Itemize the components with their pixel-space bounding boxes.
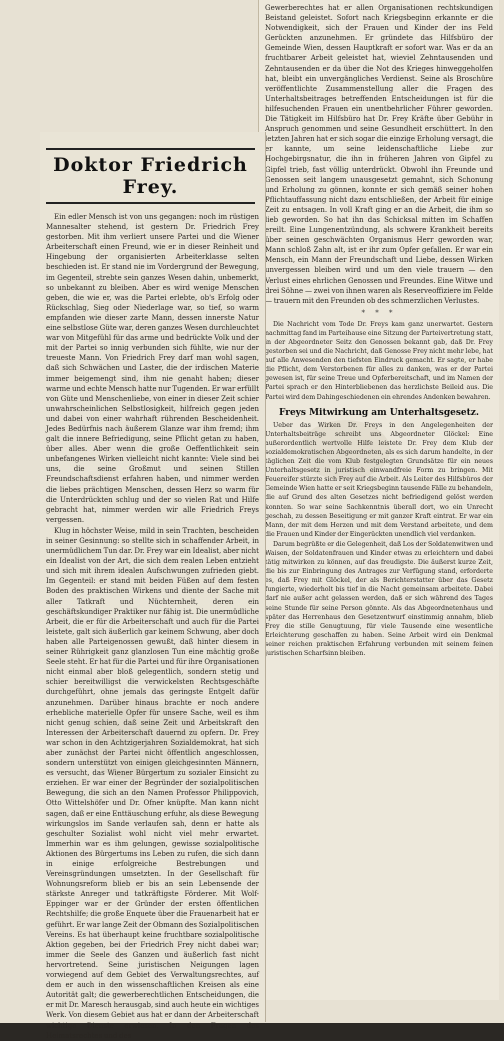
- party-notice-paragraph: Die Nachricht vom Tode Dr. Freys kam ganz unerwartet. Gestern nachmittag fand im Parteihause eine Sitzung der Parteivertretung statt, in der Abgeordneter Seitz den Genossen bekannt gab, daß Dr. Frey gestorben sei und die Nachricht, daß Genosse Frey nicht mehr lebe, hat auf alle Anwesenden den tiefsten Eindruck gemacht. Er sagte, er habe die Pflicht, dem Verstorbenen für alles zu danken, was er der Partei gewesen ist, für seine Treue und Opferbereitschaft, und im Namen der Partei sprach er den Hinterbliebenen das herzlichste Beileid aus. Die Partei wird dem Dahingeschiedenen ein ehrendes Andenken bewahren.: [265, 320, 493, 401]
- left-paragraph-2: Klug in höchster Weise, mild in sein Trachten, bescheiden in seiner Gesinnung: so stellte sich in schaffender Arbeit, in unermüdlichem Tun dar. Dr. Frey war ein Idealist, aber nicht ein Idealist von der Art, die sich dem realen Leben entzieht und sich mit ihrem idealen Aufschwungen zufrieden giebt. Im Gegenteil: er stand mit beiden Füßen auf dem festen Boden des praktischen Wirkens und diente der Sache mit aller Tatkraft und Nüchternheit, deren ein geschäftskundiger Praktiker nur fähig ist. Die unermüdliche Arbeit, die er für die Arbeiterschaft und auch für die Partei leistete, galt sich äußerlich gar keinem Schwung, aber doch haben alle Parteigenossen gewußt, daß hinter diesem in seiner Rührigkeit ganz glanzlosen Tun eine mächtig große Seele steht. Er hat für die Partei und für ihre Organisationen nicht einmal aber bloß gelegentlich, sondern stetig und schier bereitwilligst die verwickelsten Rechtsgeschäfte durchgeführt, ohne jemals das geringste Entgelt dafür anzunehmen. Darüber hinaus brachte er noch andere erhebliche materielle Opfer für unsere Sache, weil es ihm nicht genug schien, daß seine Zeit und Arbeitskraft den Interessen der Arbeiterschaft dauernd zu opfern. Dr. Frey war schon in den Achtzigerjahren Sozialdemokrat, hat sich aber zunächst der Partei nicht öffentlich angeschlossen, sondern unterstützt von einigen gleichgesinnten Männern, es versucht, das Wiener Bürgertum zu sozialer Einsicht zu erziehen. Er war einer der Begründer der sozialpolitischen Bewegung, die sich an den Namen Professor Philippovich, Otto Wittelshöfer und Dr. Ofner knüpfte. Man kann nicht sagen, daß er eine Enttäuschung erfuhr, als diese Bewegung wirkungslos im Sande verlaufen sah, denn er hatte als geschulter Sozialist wohl nicht viel mehr erwartet. Immerhin war es ihm gelungen, gewisse sozialpolitische Aktionen des Bürgertums ins Leben zu rufen, die sich dann in einige erfolgreiche Bestrebungen und Vereinsgründungen umsetzten. In der Gesellschaft für Wohnungsreform blieb er bis an sein Lebensende der stärkste Anreger und tatkräftigste Förderer. Mit Wolf-Eppinger war er der Gründer der ersten öffentlichen Rechtshilfe; die große Enquete über die Frauenarbeit hat er geführt. Er war lange Zeit der Obmann des Sozialpolitischen Vereins. Es hat überhaupt keine fruchtbare sozialpolitische Aktion gegeben, bei der Friedrich Frey nicht dabei war; immer die Seele des Ganzen und äußerlich fast nicht hervortretend. Seine juristischen Neigungen lagen vorwiegend auf dem Gebiet des Verwaltungsrechtes, auf dem er auch in den wissenschaftlichen Kreisen als eine Autorität galt; die gewerberechtlichen Entscheidungen, die er mit Dr. Maresch herausgab, sind auch heute ein wichtiges Werk. Von diesem Gebiet aus hat er dann der Arbeiterschaft wichtige Dienste erwiesen. In den Fragen des Heimatsrechtes und des: [46, 526, 259, 1040]
- section-paragraph-2: Darum begrüßte er die Gelegenheit, daß Los der Soldatenwitwen und Waisen, der Soldatenfrauen und Kinder etwas zu erleichtern und dabei tätig mitwirken zu können, auf das freudigste. Die äußerst kurze Zeit, die bis zur Einbringung des Antrages zur Verfügung stand, erforderte es, daß Frey mit Glöckel, der als Berichterstatter über das Gesetz fungierte, wiederholt bis tief in die Nacht gemeinsam arbeitete. Dabei darf nie außer acht gelassen werden, daß er sich während des Tages seine Stunde für seine Person gönnte. Als das Abgeordnetenhaus und später das Herrenhaus den Gesetzentwurf einstimmig annahm, blieb Frey die stille Genugtuung, für viele Tausende eine wesentliche Erleichterung geschaffen zu haben. Seine Arbeit wird ein Denkmal seiner reichen praktischen Erfahrung verbunden mit seinem feinen juristischen Scharfsinn bleiben.: [265, 540, 493, 657]
- left-column-text: [40, 212, 265, 1041]
- right-column-text: [259, 0, 499, 658]
- section-separator: * * *: [361, 308, 397, 317]
- left-column-strip: [40, 132, 265, 1040]
- article-title: Doktor Friedrich Frey.: [53, 154, 248, 198]
- section-paragraph-1: Ueber das Wirken Dr. Freys in den Angelegenheiten der Unterhaltsbeiträge schreibt uns Abgeordneter Glöckel: Eine außerordentlich wertvolle Hilfe leistete Dr. Frey dem Klub der sozialdemokratischen Abgeordneten, als es sich darum handelte, in der täglichen Zeit die vom Klub festgelegten Grundsätze für ein neues Unterhaltsgesetz in juristisch einwandfreie Form zu bringen. Mit Feuereifer stürzte sich Frey auf die Arbeit. Als Leiter des Hilfsbüros der Gemeinde Wien hatte er seit Kriegsbeginn tausende Fälle zu behandeln, die auf Grund des alten Gesetzes nicht befriedigend gelöst werden konnten. So war seine Sachkenntnis überall dort, wo ein Unrecht geschah, zu dessen Beseitigung er mit ganzer Kraft eintrat. Er war ein Mann, der mit dem Herzen und mit dem Verstand arbeitete, und dem die Frauen und Kinder der Eingerückten unendlich viel verdanken.: [265, 421, 493, 538]
- left-paragraph-1: Ein edler Mensch ist von uns gegangen: noch im rüstigen Mannesalter stehend, ist gestern Dr. Friedrich Frey gestorben. Mit ihm verliert unsere Partei und die Wiener Arbeiterschaft einen Freund, wie er in dieser Reinheit und Hingebung der organisierten Arbeiterklasse selten beschieden ist. Er stand nie im Vordergrund der Bewegung, im Gegenteil, strebte sein ganzes Wesen dahin, unbemerkt, so unbekannt zu bleiben. Aber es wird wenige Menschen geben, die wie er, was die Partei erlebte, ob's Erfolg oder Rückschlag, Sieg oder Niederlage war, so tief, so warm empfanden wie dieser zarte Mann, dessen innerste Natur eine selbstlose Güte war, deren ganzes Wesen durchleuchtet war von Mitgefühl für das arme und bedrückte Volk und der mit der Partei so innig verbunden sich fühlte, wie nur der treueste Mann. Von Friedrich Frey darf man wohl sagen, daß sich Schwächen und Laster, die der irdischen Materie immer beigemengt sind, ihm nie genaht haben; dieser warme und echte Mensch hatte nur Tugenden. Er war erfüllt von Güte und Menschenliebe, von einer in dieser Zeit schier unwahrscheinlichen Selbstlosigkeit, hilfreich gegen jeden und dabei von einer wahrhaft rührenden Bescheidenheit. Jedes Bedürfnis nach äußerem Glanze war ihm fremd; ihm galt die innere Befriedigung, seine Pflicht getan zu haben, über alles. Aber wenn die große Oeffentlichkeit sein unbefangenes Wirken vielleicht nicht kannte: Viele sind bei uns, die seine Großmut und seinen Stillen Freundschaftsdienst erfahren haben, und nimmer werden die liebes prächtigen Menschen, dessen Herz so warm für die Unterdrückten schlug und der so vielen Rat und Hilfe gebracht hat, nimmer werden wir alle Friedrich Freys vergessen.: [46, 213, 260, 524]
- right-column-strip: [259, 0, 499, 1000]
- article-title-box: [46, 148, 255, 204]
- right-top-paragraph: Gewerberechtes hat er allen Organisationen rechtskundigen Beistand geleistet. Sofort nach Kriegsbeginn erkannte er die Notwendigkeit, sich der Frauen und Kinder der ins Feld Gerückten anzunehmen. Er gründete das Hilfsbüro der Gemeinde Wien, dessen Hauptkraft er sofort war. Was er da an fruchtbarer Arbeit geleistet hat, wieviel Zehntausenden und Zehntausenden er da über die Not des Krieges hinweggeholfen hat, bleibt ein unvergängliches Verdienst. Seine als Broschüre veröffentlichte Zusammenstellung aller die Fragen des Unterhaltsbeitrages betreffenden Entscheidungen ist für die hilfesuchenden Frauen ein unentbehrlicher Führer geworden. Die Tätigkeit im Hilfsbüro hat Dr. Frey Kräfte über Gebühr in Anspruch genommen und seine Gesundheit erschüttert. In den letzten Jahren hat er sich sogar die einzige Erholung versagt, die er kannte, um seine leidenschaftliche Liebe zur Hochgebirgsnatur, die ihn in früheren Jahren von Gipfel zu Gipfel trieb, fast völlig unterdrückt. Obwohl ihn Freunde und Genossen seit langem unausgesetzt gemahnt, sich Schonung und Erholung zu gönnen, konnte er sich gemäß seiner hohen Pflichtauffassung nicht dazu entschließen, der Arbeit für einige Zeit zu entsagen. In voll Kraft ging er an die Arbeit, die ihm so lieb geworden. So hat ihn das Schicksal mitten im Schaffen ereilt. Eine Lungenentzündung, als schwere Krankheit bereits über seinen geschwächten Organismus Herr geworden war, Mann schloß Zahn alt, ist er ihr zum Opfer gefallen. Er war ein Mensch, ein Mann der Freundschaft und Liebe, dessen Wirken unvergessen bleiben wird und um den viele trauern — den Verlust eines ehrlichen Genossen und Freundes. Eine Witwe und drei Söhne — zwei von ihnen waren als Reserveoffiziere im Felde — trauern mit den Freunden ob des schmerzlichen Verlustes.: [265, 4, 493, 305]
- section-heading: Freys Mitwirkung am Unterhaltsgesetz.: [278, 407, 480, 418]
